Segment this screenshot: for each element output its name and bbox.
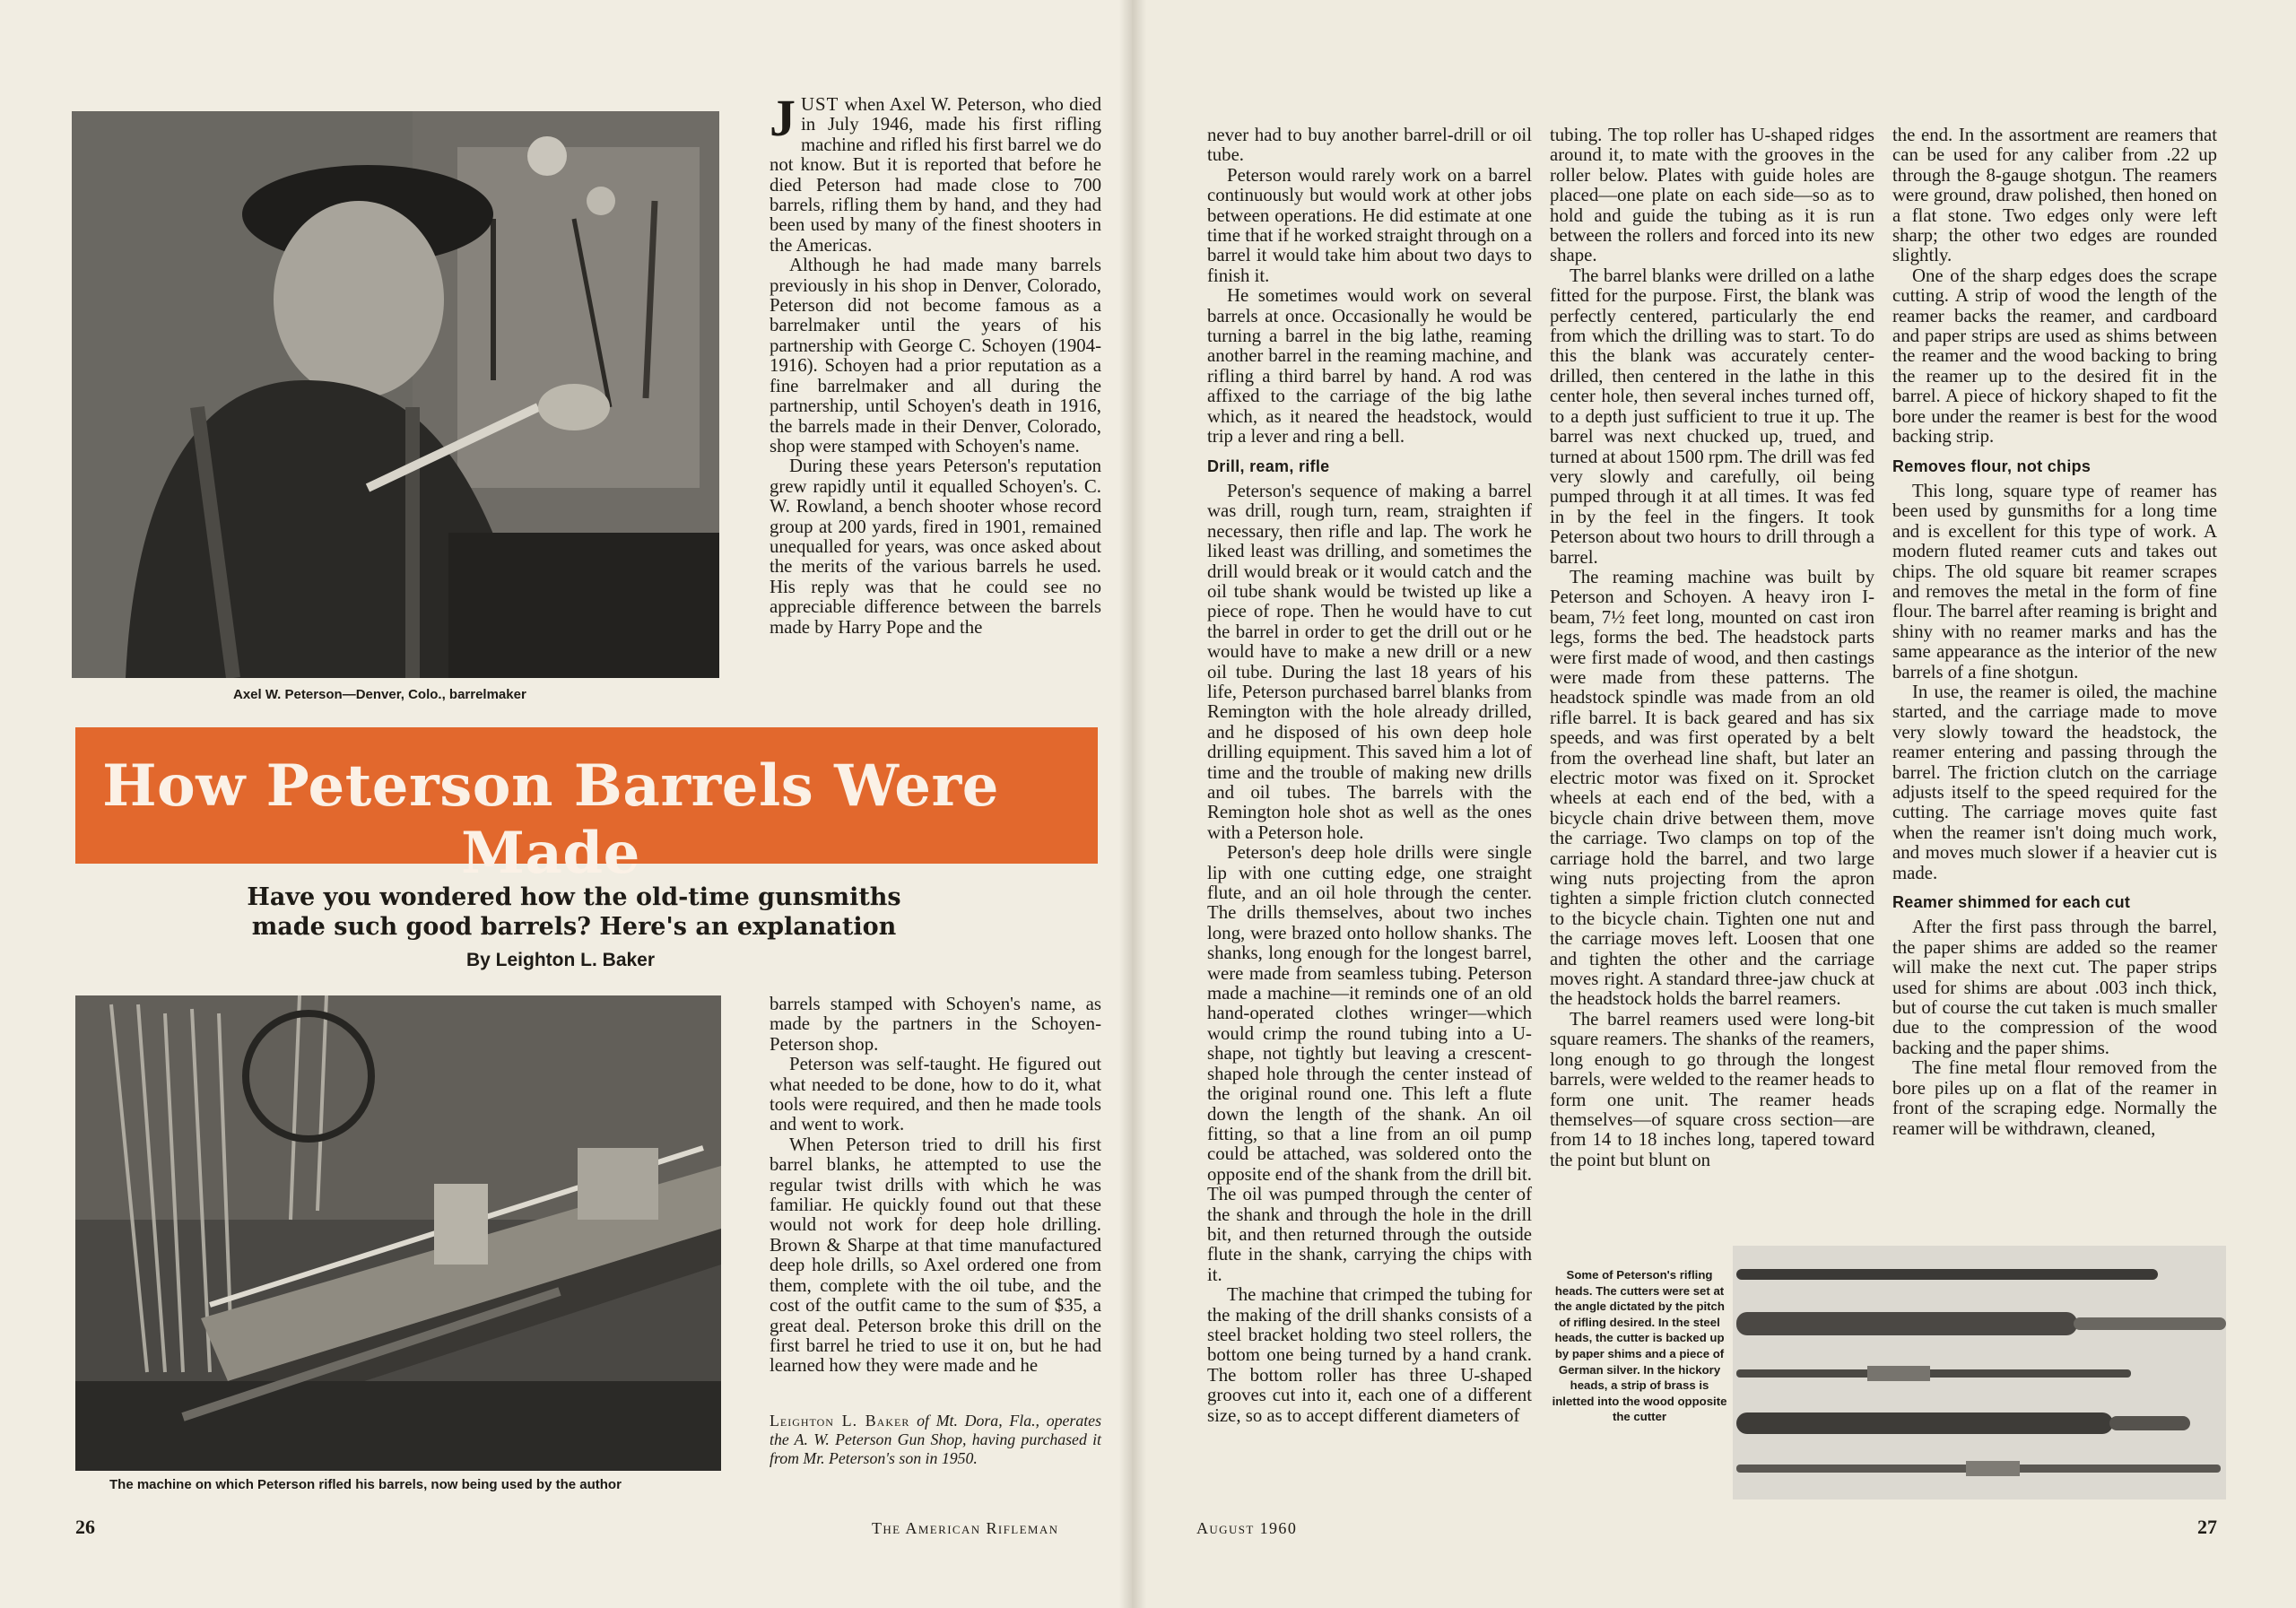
- page-number-left: 26: [75, 1516, 95, 1538]
- magazine-name: The American Rifleman: [872, 1519, 1059, 1537]
- page-number-right: 27: [2197, 1516, 2217, 1538]
- paragraph: Peterson was self-taught. He figured out what needed to be done, how to do it, what tools were required, and then he made tools and went to work.: [770, 1054, 1101, 1135]
- right-column-3: [1892, 126, 2217, 1139]
- paragraph: The machine that crimped the tubing for the making of the drill shanks consists of a steel bracket holding two steel rollers, the bottom one being turned by a hand crank. The bottom roller has three U-shaped grooves cut into it, each one of a different size, so as to accept different diameters of: [1207, 1284, 1532, 1426]
- intro-paragraph: JUST when Axel W. Peterson, who died in July 1946, made his first rifling machine and rifled his first barrel we do not know. But it is reported that before he died Peterson had made close to 700 barrels, rifling them by hand, and they had been used by many of the finest shooters in the Americas.: [770, 89, 1101, 256]
- left-page: [0, 0, 1132, 1608]
- photo2-caption: The machine on which Peterson rifled his barrels, now being used by the author: [109, 1477, 622, 1492]
- drop-cap: J: [770, 89, 796, 147]
- photo3-caption: Some of Peterson's rifling heads. The cutters were set at the angle dictated by the pitch of rifling desired. In the steel heads, the cutter is backed up by paper shims and a piece of German silver. In the hickory heads, a strip of brass is inletted into the wood opposite the cutter: [1552, 1268, 1727, 1424]
- paragraph: After the first pass through the barrel, the paper shims are added so the reamer will make the next cut. The paper strips used for shims are about .003 inch thick, but of course the cut taken is much smaller due to the compression of the wood backing and the paper shims.: [1892, 917, 2217, 1058]
- paragraph: One of the sharp edges does the scrape cutting. A strip of wood the length of the reamer backs the reamer, and cardboard and paper strips are used as shims between the reamer and the wood backing to bring the reamer up to the desired fit in the barrel. A piece of hickory shaped to fit the bore under the reamer is best for the wood backing strip.: [1892, 265, 2217, 448]
- paragraph: never had to buy another barrel-drill or oil tube.: [1207, 125, 1532, 166]
- photo1-caption: Axel W. Peterson—Denver, Colo., barrelmaker: [233, 687, 526, 702]
- paragraph: In use, the reamer is oiled, the machine started, and the carriage made to move very slowly toward the headstock, the reamer entering and passing through the barrel. The friction clutch on the carriage adjusts itself to the speed required for the cutting. The carriage moves quite fast when the reamer isn't doing much work, and moves much slower if a heavier cut is made.: [1892, 681, 2217, 883]
- right-column-1: [1207, 126, 1532, 1426]
- paragraph: This long, square type of reamer has been used by gunsmiths for a long time and is excellent for this type of work. A modern fluted reamer cuts and takes out chips. The old square bit reamer scrapes and removes the metal in the form of fine flour. The barrel after reaming is bright and shiny with no reamer marks and has the same appearance as the interior of the new barrels of a fine shotgun.: [1892, 480, 2217, 682]
- byline: By Leighton L. Baker: [466, 950, 656, 970]
- spine-gutter: [1119, 0, 1146, 1608]
- paragraph: Peterson's sequence of making a barrel was drill, rough turn, ream, straighten if necessary, then rifle and lap. The work he liked least was drilling, and sometimes the drill would break or it would catch and the oil tube shank would be twisted up like a piece of rope. Then he would have to cut the barrel in order to get the drill out or he would have to make a new drill or a new oil tube. During the last 18 years of his life, Peterson purchased barrel blanks from Remington with the hole already drilled, and he disposed of his own deep hole drilling equipment. This saved him a lot of time and the trouble of making new drills and oil tubes. The barrels with the Remington hole shot as well as the ones with a Peterson hole.: [1207, 480, 1532, 843]
- peterson-portrait-photo: [72, 111, 719, 678]
- author-bio-text: of Mt. Dora, Fla., operates the A. W. Peterson Gun Shop, having purchased it from Mr. Peterson's son in 1950.: [770, 1412, 1101, 1467]
- article-title: How Peterson Barrels Were Made: [102, 752, 999, 887]
- author-bio: [770, 1412, 1101, 1468]
- rifling-machine-photo: [75, 995, 721, 1471]
- paragraph: Peterson's deep hole drills were single lip with one cutting edge, one straight flute, and an oil hole through the center. The drills themselves, about two inches long, were brazed onto hollow shanks. The shanks, long enough for the longest barrel, were made from seamless tubing. Peterson made a machine—it reminds one of an old hand-operated clothes wringer—which would crimp the round tubing into a U-shape, not tightly but leaving a crescent-shaped hole through the center instead of the original round one. This left a flute down the length of the shank. An oil fitting, so that a line from an oil pump could be attached, was soldered onto the opposite end of the shank from the drill bit. The oil was pumped through the center of the shank and through the hole in the drill bit, and then returned through the outside flute in the shank, carrying the chips with it.: [1207, 842, 1532, 1285]
- first-word: UST: [801, 94, 839, 115]
- paragraph: barrels stamped with Schoyen's name, as made by the partners in the Schoyen-Peterson shop.: [770, 994, 1101, 1055]
- author-name: Leighton L. Baker: [770, 1412, 910, 1430]
- paragraph: The barrel reamers used were long-bit square reamers. The shanks of the reamers, long enough to go through the longest barrels, were welded to the reamer heads to form one unit. The reamer heads themselves—of square cross section—are from 14 to 18 inches long, tapered toward the point but blunt on: [1550, 1008, 1874, 1170]
- paragraph: He sometimes would work on several barrels at once. Occasionally he would be turning a barrel in the big lathe, reaming another barrel in the reaming machine, and rifling a third barrel by hand. A rod was affixed to the carriage of the big lathe which, as it neared the headstock, would trip a lever and ring a bell.: [1207, 285, 1532, 448]
- paragraph: the end. In the assortment are reamers that can be used for any caliber from .22 up through the 8-gauge shotgun. The reamers were ground, draw polished, then honed on a flat stone. Two edges only were left sharp; the other two edges are rounded slightly.: [1892, 125, 2217, 266]
- paragraph: Peterson would rarely work on a barrel continuously but would work at other jobs between operations. He did estimate at one time that if he worked straight through on a barrel it would take him about two days to finish it.: [1207, 164, 1532, 286]
- right-column-2: [1550, 126, 1874, 1170]
- paragraph: During these years Peterson's reputation grew rapidly until it equalled Schoyen's. C. W. Rowland, a bench shooter whose record group at 200 yards, fired in 1901, remained unequalled for years, was once asked about the merits of the various barrels he used. His reply was that he could see no appreciable difference between the barrels made by Harry Pope and the: [770, 456, 1101, 638]
- section-heading: Removes flour, not chips: [1892, 456, 2092, 475]
- right-page: [1132, 0, 2296, 1608]
- paragraph: The reaming machine was built by Peterson and Schoyen. A heavy iron I-beam, 7½ feet long, mounted on cast iron legs, forms the bed. The headstock parts were first made of wood, and then castings were made from these patterns. The headstock spindle was made from an old rifle barrel. It is back geared and has six speeds, and was first operated by a belt from the overhead line shaft, but later an electric motor was fixed on it. Sprocket wheels at each end of the bed, with a bicycle chain drive between them, move the carriage. Two clamps on top of the carriage hold the barrel, and two large wing nuts projecting from the apron tighten a simple friction clutch connected to the bicycle chain. Tighten one nut and the carriage moves left. Loosen that one and tighten the other and the carriage moves right. A standard three-jaw chuck at the headstock holds the barrel reamers.: [1550, 566, 1874, 1010]
- paragraph: When Peterson tried to drill his first barrel blanks, he attempted to use the regular twist drills with which he was familiar. He quickly found out that these would not work for deep hole drilling. Brown & Sharpe at that time manufactured deep hole drills, so Axel ordered one from them, complete with the oil tube, and the cost of the outfit came to the sum of $35, a great deal. Peterson broke this drill on the first barrel he tried to use it on, but he had learned how they were made and he: [770, 1134, 1101, 1377]
- intro-column: [770, 89, 1101, 638]
- paragraph: The barrel blanks were drilled on a lathe fitted for the purpose. First, the blank was perfectly centered, particularly the end from which the drilling was to start. To do this the blank was accurately center-drilled, then centered in the lathe in this center hole, then several inches turned off, to a depth just sufficient to true it up. The barrel was next chucked up, trued, and turned at about 1500 rpm. The drill was fed very slowly and carefully, oil being pumped through it at all times. It was fed in by the feel in the fingers. It took Peterson about two hours to drill through a barrel.: [1550, 265, 1874, 568]
- paragraph: The fine metal flour removed from the bore piles up on a flat of the reamer in front of the scraping edge. Normally the reamer will be withdrawn, cleaned,: [1892, 1057, 2217, 1139]
- title-banner: [75, 727, 1098, 887]
- paragraph: tubing. The top roller has U-shaped ridges around it, to mate with the grooves in the roller below. Plates with guide holes are placed—one plate on each side—so as to hold and guide the tubing as it is run between the rollers and forced into its new shape.: [1550, 125, 1874, 266]
- issue-date: August 1960: [1196, 1519, 1298, 1537]
- paragraph: Although he had made many barrels previously in his shop in Denver, Colorado, Peterson did not become famous as a barrelmaker until the years of his partnership with George C. Schoyen (1904-1916). Schoyen had a prior reputation as a fine barrelmaker and all during the partnership, until Schoyen's death in 1916, the barrels made in their Denver, Colorado, shop were stamped with Schoyen's name.: [770, 255, 1101, 456]
- subheadline: Have you wondered how the old-time gunsmiths made such good barrels? Here's an explanation: [247, 883, 901, 941]
- lower-column: [770, 995, 1101, 1377]
- section-heading: Drill, ream, rifle: [1207, 456, 1330, 475]
- rifling-heads-photo: [1733, 1246, 2226, 1499]
- section-heading: Reamer shimmed for each cut: [1892, 893, 2131, 912]
